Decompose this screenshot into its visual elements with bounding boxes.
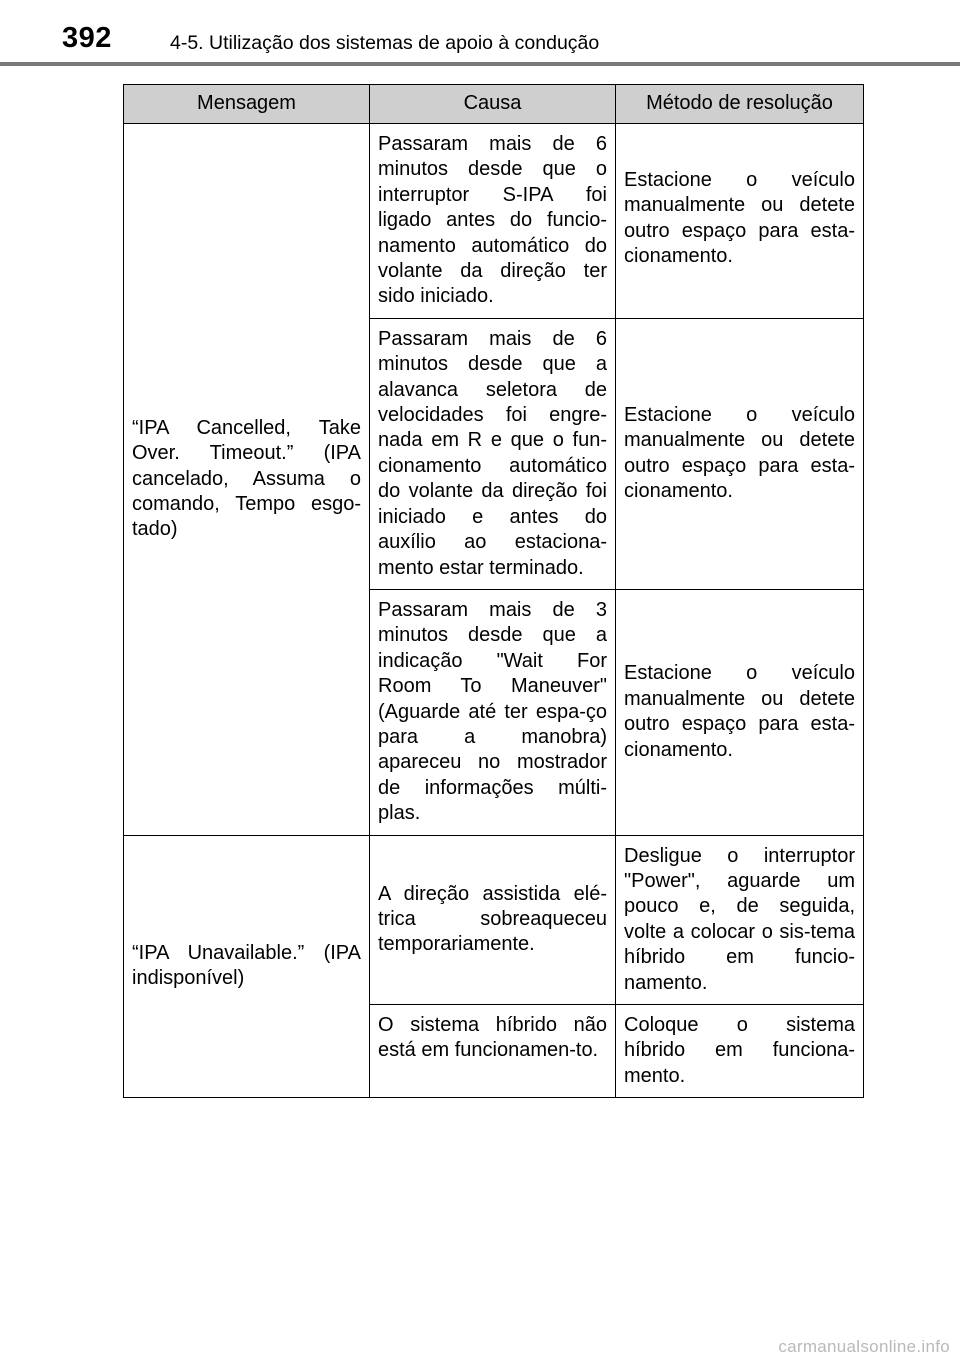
cause-cell: A direção assistida elé-trica sobreaqueceu temporariamente. [370,835,616,1004]
watermark: carmanualsonline.info [778,1337,950,1356]
table-row [124,124,864,319]
header-divider [0,62,960,66]
table-row [124,835,864,1004]
page-number: 392 [62,22,112,54]
cause-cell: Passaram mais de 6 minutos desde que o interruptor S-IPA foi ligado antes do funcio-namento automático do volante da direção ter sido iniciado. [370,124,616,319]
resolution-cell: Desligue o interruptor "Power", aguarde um pouco e, de seguida, volte a colocar o sis-tema híbrido em funcio-namento. [616,835,864,1004]
message-table [123,84,864,1098]
resolution-cell: Coloque o sistema híbrido em funciona-mento. [616,1005,864,1098]
message-cell: “IPA Unavailable.” (IPA indisponível) [124,835,370,1098]
resolution-cell: Estacione o veículo manualmente ou detete outro espaço para esta-cionamento. [616,124,864,319]
column-header-cause: Causa [370,85,616,124]
cause-cell: Passaram mais de 3 minutos desde que a indicação "Wait For Room To Maneuver" (Aguarde até ter espa-ço para a manobra) apareceu no mostrador de informações múlti-plas. [370,589,616,835]
message-cell: “IPA Cancelled, Take Over. Timeout.” (IPA cancelado, Assuma o comando, Tempo esgo-tado) [124,124,370,836]
column-header-resolution: Método de resolução [616,85,864,124]
cause-cell: Passaram mais de 6 minutos desde que a alavanca seletora de velocidades foi engre-nada em R e que o fun-cionamento automático do volante da direção foi iniciado e antes do auxílio ao estaciona-mento estar terminado. [370,318,616,589]
section-title: 4-5. Utilização dos sistemas de apoio à condução [170,32,600,54]
resolution-cell: Estacione o veículo manualmente ou detete outro espaço para esta-cionamento. [616,318,864,589]
table-header-row [124,85,864,124]
page-header [0,0,960,70]
cause-cell: O sistema híbrido não está em funcionamen-to. [370,1005,616,1098]
resolution-cell: Estacione o veículo manualmente ou detete outro espaço para esta-cionamento. [616,589,864,835]
column-header-message: Mensagem [124,85,370,124]
